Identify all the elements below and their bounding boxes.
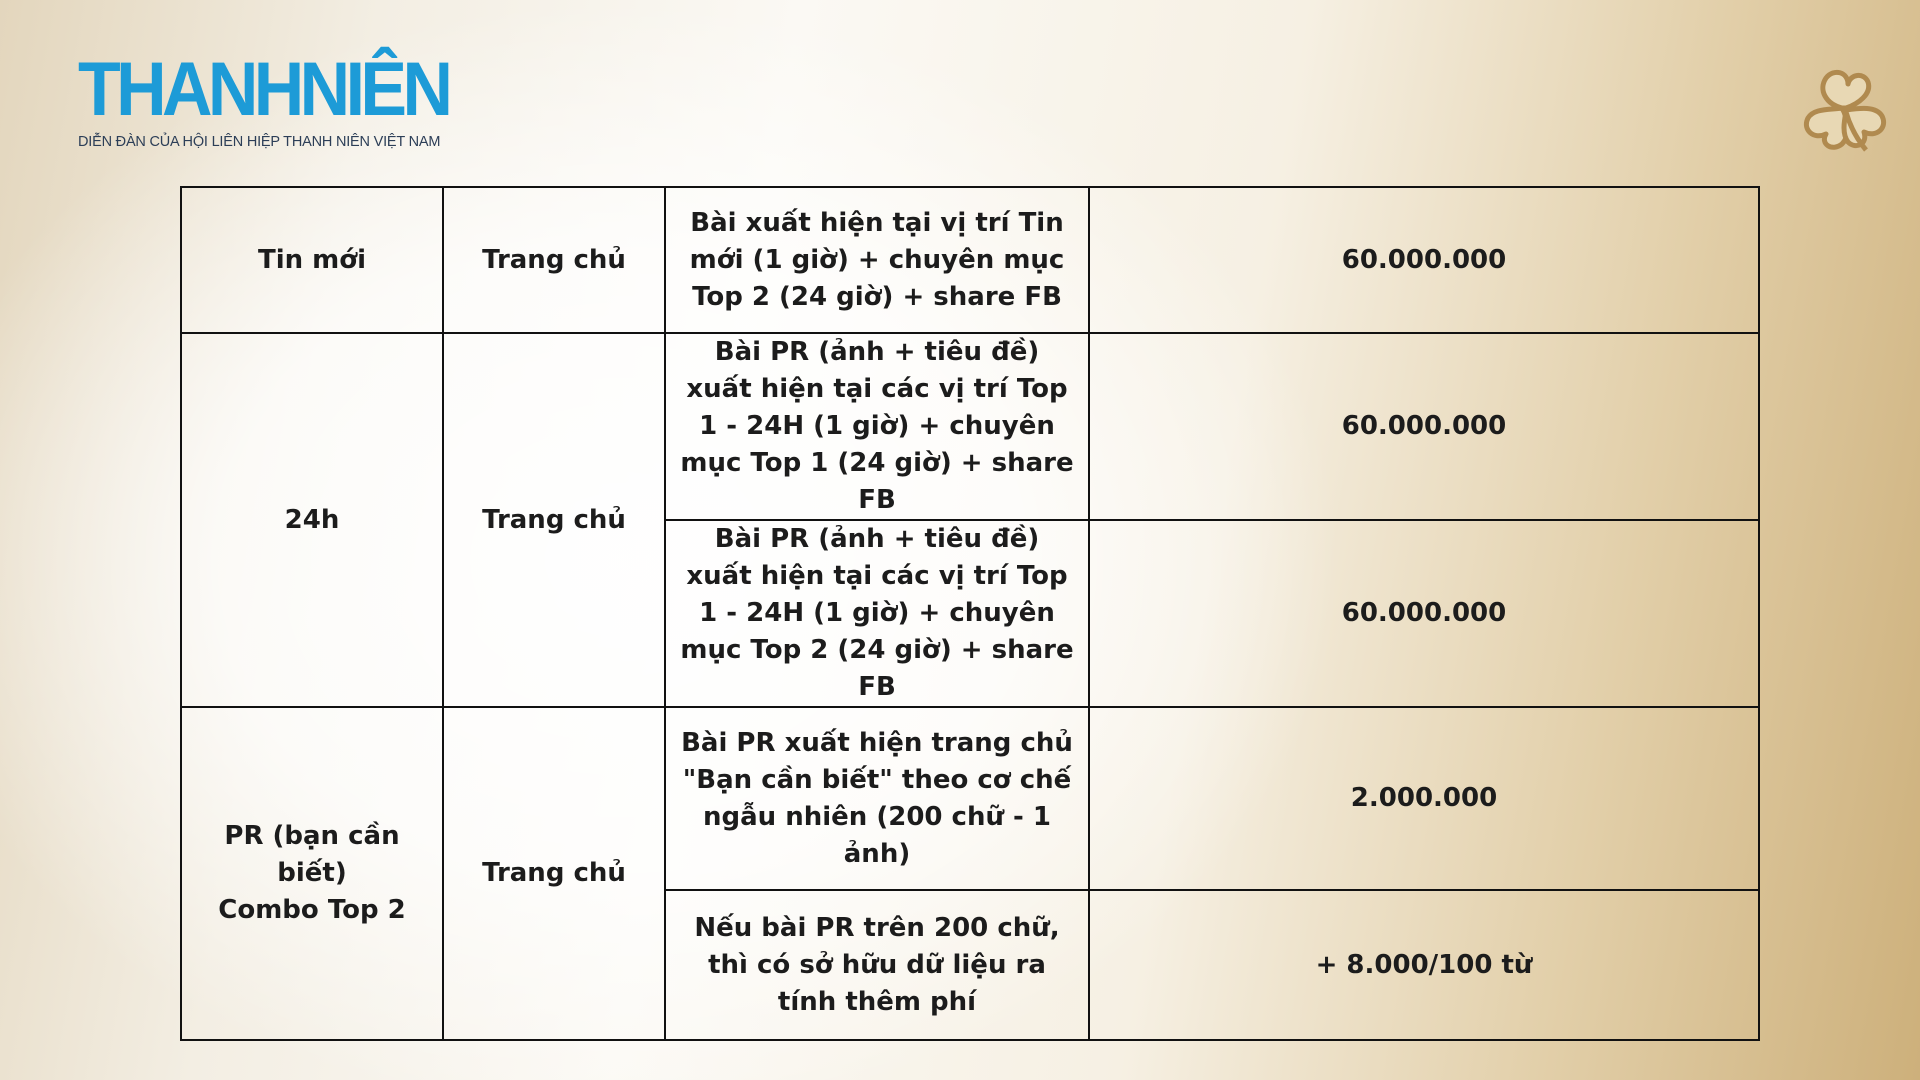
- category-cell: PR (bạn cần biết) Combo Top 2: [181, 707, 443, 1040]
- brand-name: THANHNIÊN: [78, 47, 449, 132]
- description-cell: Bài PR (ảnh + tiêu đề) xuất hiện tại các vị trí Top 1 - 24H (1 giờ) + chuyên mục Top 2 (24 giờ) + share FB: [665, 520, 1089, 707]
- price-cell: 2.000.000: [1089, 707, 1759, 890]
- pricing-table: [180, 186, 1760, 1041]
- description-cell: Bài xuất hiện tại vị trí Tin mới (1 giờ) + chuyên mục Top 2 (24 giờ) + share FB: [665, 187, 1089, 333]
- page-cell: Trang chủ: [443, 187, 665, 333]
- page-cell: Trang chủ: [443, 333, 665, 707]
- table-row: [181, 187, 1759, 333]
- brand-logo: [78, 47, 449, 150]
- price-cell: 60.000.000: [1089, 520, 1759, 707]
- page-cell: Trang chủ: [443, 707, 665, 1040]
- brand-tagline: DIỄN ĐÀN CỦA HỘI LIÊN HIỆP THANH NIÊN VIỆT NAM: [78, 134, 441, 150]
- category-cell: 24h: [181, 333, 443, 707]
- price-cell: + 8.000/100 từ: [1089, 890, 1759, 1040]
- description-cell: Nếu bài PR trên 200 chữ, thì có sở hữu dữ liệu ra tính thêm phí: [665, 890, 1089, 1040]
- category-cell: Tin mới: [181, 187, 443, 333]
- description-cell: Bài PR (ảnh + tiêu đề) xuất hiện tại các vị trí Top 1 - 24H (1 giờ) + chuyên mục Top 1 (24 giờ) + share FB: [665, 333, 1089, 520]
- table-row: [181, 333, 1759, 520]
- price-cell: 60.000.000: [1089, 333, 1759, 520]
- table-row: [181, 707, 1759, 890]
- price-cell: 60.000.000: [1089, 187, 1759, 333]
- description-cell: Bài PR xuất hiện trang chủ "Bạn cần biết" theo cơ chế ngẫu nhiên (200 chữ - 1 ảnh): [665, 707, 1089, 890]
- clover-icon: [1796, 64, 1892, 154]
